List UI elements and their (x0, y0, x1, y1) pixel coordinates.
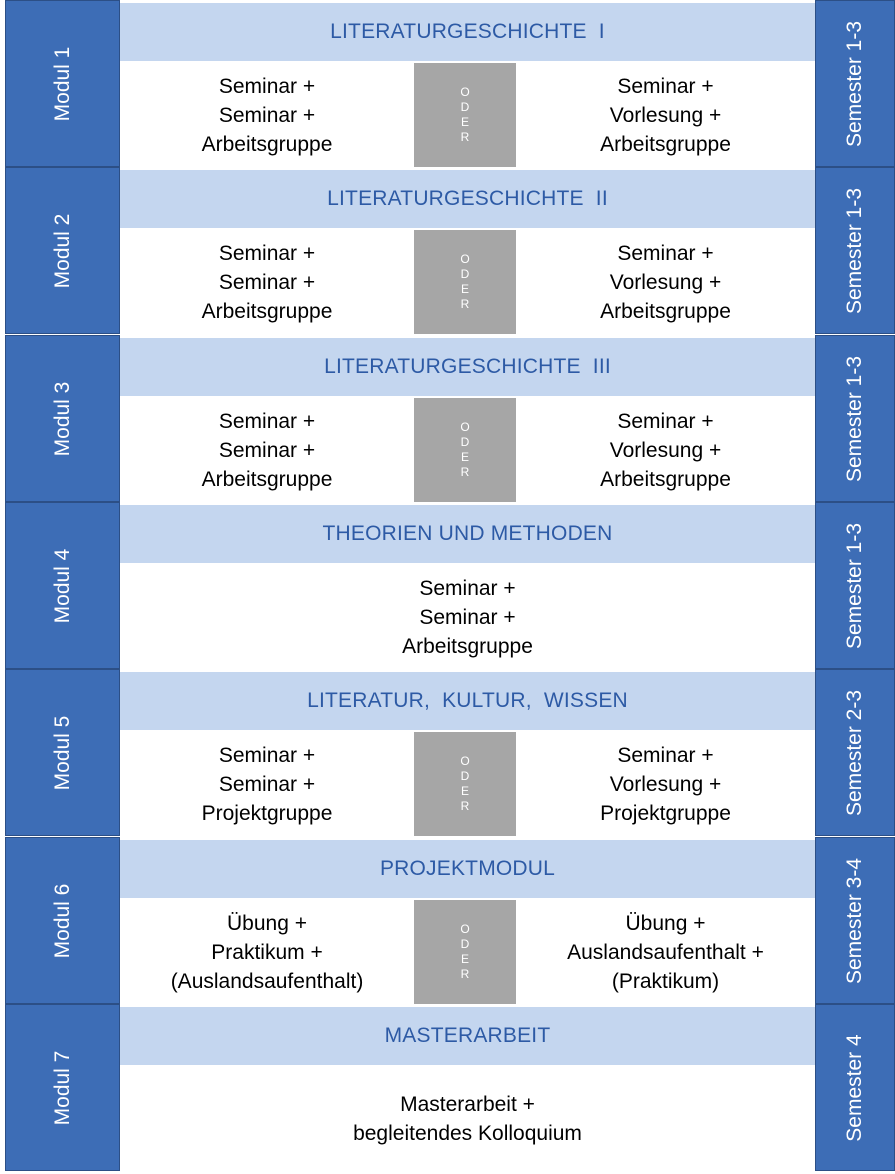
semester-bar (815, 1004, 895, 1171)
option-line: begleitendes Kolloquium (353, 1122, 582, 1145)
semester-label: Semester 4 (843, 1033, 866, 1142)
option-line: Arbeitsgruppe (402, 634, 533, 658)
option-line: Seminar + (218, 743, 316, 767)
option-line: Arbeitsgruppe (201, 299, 333, 323)
module-row (0, 167, 895, 334)
option-right (516, 63, 815, 167)
semester-bar (815, 0, 895, 167)
module-title: LITERATURGESCHICHTE I (120, 3, 815, 61)
option-line: Seminar + (218, 103, 316, 127)
option-line: Arbeitsgruppe (201, 467, 333, 491)
oder-letter: D (460, 100, 470, 114)
module-label: Modul 4 (50, 548, 74, 623)
oder-letter: O (460, 252, 470, 266)
option-line: Projektgruppe (600, 801, 731, 825)
option-line: Vorlesung + (609, 270, 722, 294)
option-left (120, 63, 414, 167)
oder-letter: D (460, 267, 470, 281)
oder-divider (414, 900, 516, 1004)
option-right (516, 900, 815, 1004)
module-row (0, 837, 895, 1004)
module-label: Modul 3 (50, 381, 74, 456)
option-left (120, 398, 414, 502)
oder-letter: O (460, 922, 470, 936)
module-options (120, 732, 815, 836)
option-line: Auslandsaufenthalt + (567, 940, 764, 964)
option-block (120, 565, 815, 669)
oder-letter: E (460, 784, 469, 798)
option-line: Arbeitsgruppe (600, 299, 731, 323)
option-line: Seminar + (617, 241, 714, 265)
semester-bar (815, 502, 895, 669)
module-label: Modul 6 (50, 883, 74, 958)
module-options (120, 1067, 815, 1171)
module-row (0, 335, 895, 502)
module-row (0, 0, 895, 167)
oder-letter: E (460, 115, 469, 129)
module-title: LITERATUR, KULTUR, WISSEN (120, 672, 815, 730)
semester-bar (815, 167, 895, 334)
option-line: (Auslandsaufenthalt) (170, 969, 364, 993)
module-title: LITERATURGESCHICHTE III (120, 338, 815, 396)
module-options (120, 900, 815, 1004)
semester-label: Semester 1-3 (843, 522, 866, 649)
oder-letter: R (460, 297, 470, 311)
option-line: Seminar + (218, 772, 316, 796)
option-line: Übung + (625, 911, 706, 935)
oder-letter: D (460, 937, 470, 951)
option-line: Seminar + (218, 74, 316, 98)
module-label-bar (5, 167, 120, 334)
option-line: Seminar + (617, 743, 714, 767)
semester-bar (815, 837, 895, 1004)
option-left (120, 732, 414, 836)
semester-bar (815, 669, 895, 836)
module-options (120, 63, 815, 167)
option-line: Übung + (227, 911, 307, 935)
module-label: Modul 2 (50, 213, 74, 288)
option-right (516, 230, 815, 334)
semester-label: Semester 1-3 (843, 20, 866, 147)
oder-letter: R (460, 799, 470, 813)
oder-divider (414, 230, 516, 334)
option-line: Seminar + (419, 605, 516, 629)
option-line: Arbeitsgruppe (600, 132, 731, 156)
module-label-bar (5, 502, 120, 669)
semester-label: Semester 3-4 (843, 857, 866, 984)
module-title: PROJEKTMODUL (120, 840, 815, 898)
oder-letter: R (460, 465, 470, 479)
module-options (120, 565, 815, 669)
module-row (0, 669, 895, 836)
option-line: Arbeitsgruppe (201, 132, 333, 156)
option-line: Praktikum + (211, 940, 323, 964)
option-line: Vorlesung + (609, 438, 722, 462)
module-label: Modul 5 (50, 715, 74, 790)
option-line: Vorlesung + (609, 103, 722, 127)
option-line: Seminar + (218, 241, 316, 265)
module-label-bar (5, 335, 120, 502)
oder-letter: R (460, 130, 470, 144)
option-block (120, 1067, 815, 1171)
oder-letter: O (460, 420, 470, 434)
option-line: Seminar + (218, 270, 316, 294)
oder-letter: O (460, 85, 470, 99)
module-label: Modul 7 (50, 1050, 74, 1125)
module-label-bar (5, 669, 120, 836)
oder-letter: O (460, 754, 470, 768)
oder-letter: E (460, 450, 469, 464)
option-line: Projektgruppe (201, 801, 333, 825)
option-line: Seminar + (419, 576, 516, 600)
option-line: Vorlesung + (609, 772, 722, 796)
semester-bar (815, 335, 895, 502)
semester-label: Semester 1-3 (843, 355, 866, 482)
oder-divider (414, 732, 516, 836)
module-title: MASTERARBEIT (120, 1007, 815, 1065)
option-left (120, 230, 414, 334)
option-left (120, 900, 414, 1004)
module-options (120, 398, 815, 502)
option-line: Seminar + (218, 438, 316, 462)
oder-divider (414, 398, 516, 502)
module-label: Modul 1 (50, 46, 74, 121)
oder-letter: D (460, 435, 470, 449)
oder-letter: E (460, 282, 469, 296)
option-right (516, 732, 815, 836)
option-line: Arbeitsgruppe (600, 467, 731, 491)
module-label-bar (5, 837, 120, 1004)
module-options (120, 230, 815, 334)
option-line: Seminar + (218, 409, 316, 433)
oder-letter: E (460, 952, 469, 966)
module-row (0, 502, 895, 669)
option-line: Seminar + (617, 409, 714, 433)
option-line: Seminar + (617, 74, 714, 98)
oder-divider (414, 63, 516, 167)
semester-label: Semester 2-3 (843, 689, 866, 816)
module-title: THEORIEN UND METHODEN (120, 505, 815, 563)
module-title: LITERATURGESCHICHTE II (120, 170, 815, 228)
semester-label: Semester 1-3 (843, 187, 866, 314)
module-row (0, 1004, 895, 1171)
oder-letter: R (460, 967, 470, 981)
oder-letter: D (460, 769, 470, 783)
module-label-bar (5, 0, 120, 167)
option-right (516, 398, 815, 502)
option-line: Masterarbeit + (400, 1093, 535, 1116)
module-label-bar (5, 1004, 120, 1171)
option-line: (Praktikum) (611, 969, 720, 993)
